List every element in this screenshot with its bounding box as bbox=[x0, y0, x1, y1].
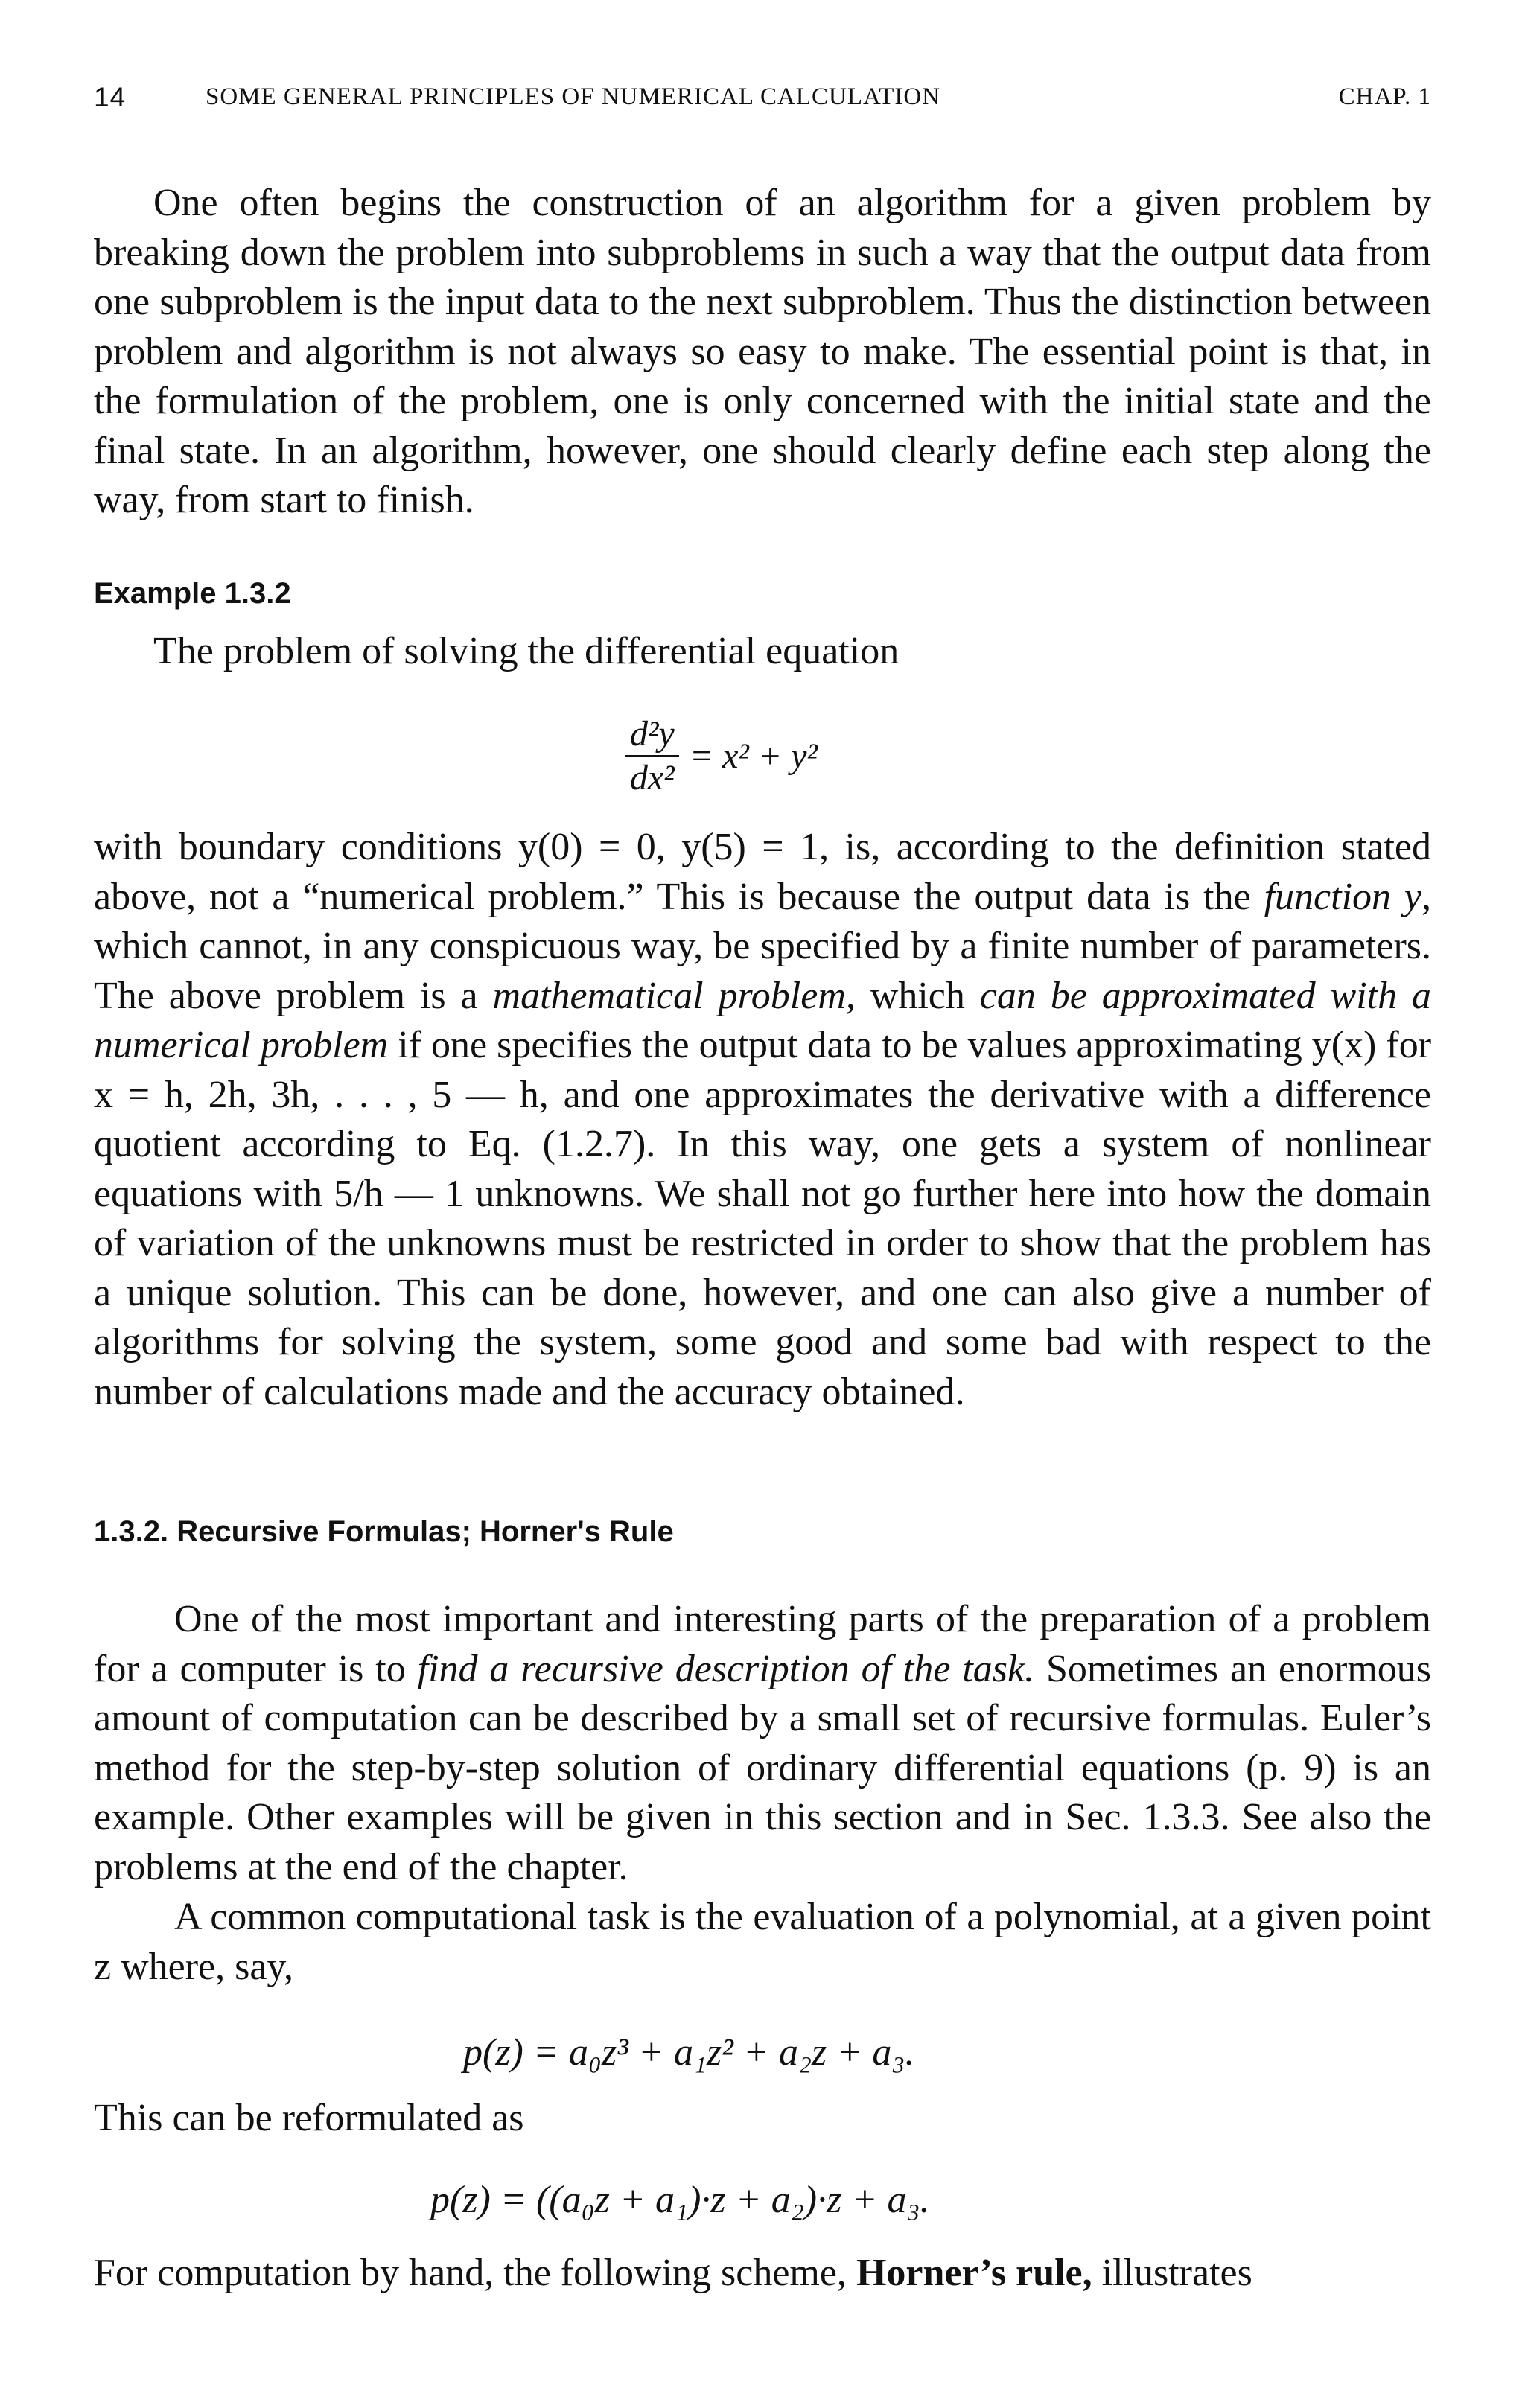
intro-paragraph: One often begins the construction of an algorithm for a given problem by breaking down the problem into subproblems in such a way that the output data from one subproblem is the input data to the next subproblem. Thus the distinction between problem and algorithm is not always so easy to make. The essential point is that, in the formulation of the problem, one is only concerned with the initial state and the final state. In an algorithm, however, one should clearly define each step along the way, from start to finish. bbox=[94, 182, 1431, 521]
example-body bbox=[94, 823, 1431, 1417]
equation-rhs: = x² + y² bbox=[689, 736, 818, 776]
horner-paragraph bbox=[94, 2249, 1431, 2299]
differential-equation bbox=[625, 715, 818, 797]
reformulated-line: This can be reformulated as bbox=[94, 2097, 524, 2139]
example-body-part: , which cannot, in any conspicuous way, be specified by a finite number of parameters. The above problem is a bbox=[94, 875, 1431, 1017]
fraction-numerator: d²y bbox=[625, 715, 679, 757]
horner-rule-term: Horner’s rule, bbox=[856, 2252, 1092, 2294]
recursive-paragraph-italic: find a recursive description of the task. bbox=[417, 1647, 1035, 1690]
example-intro: The problem of solving the differential equation bbox=[153, 630, 900, 672]
example-body-part: which bbox=[855, 974, 980, 1017]
example-body-part: with boundary conditions y(0) = 0, y(5) = 1, is, according to the definition stated above, not a “numerical problem.” This is because the output data is the bbox=[94, 826, 1431, 918]
polynomial-equation: p(z) = a₀z³ + a₁z² + a₂z + a₃. bbox=[463, 2031, 915, 2074]
recursive-paragraph-part: Sometimes an enormous amount of computation can be described by a small set of recursive formulas. Euler’s method for the step-by-step solution of ordinary differential equations (p. 9) is an example. Other examples will be given in this section and in Sec. 1.3.3. See also the problems at the end of the chapter. bbox=[94, 1647, 1432, 1888]
nested-polynomial-equation: p(z) = ((a₀z + a₁)·z + a₂)·z + a₃. bbox=[430, 2179, 930, 2221]
running-title: SOME GENERAL PRINCIPLES OF NUMERICAL CALCULATION bbox=[206, 83, 941, 110]
recursive-paragraph bbox=[94, 1595, 1431, 1892]
horner-paragraph-part: illustrates bbox=[1092, 2252, 1252, 2294]
example-heading: Example 1.3.2 bbox=[94, 577, 291, 610]
example-body-italic: function y bbox=[1264, 875, 1421, 918]
section-heading: 1.3.2. Recursive Formulas; Horner's Rule bbox=[94, 1515, 674, 1548]
fraction-denominator: dx² bbox=[630, 758, 675, 797]
horner-paragraph-part: For computation by hand, the following scheme, bbox=[94, 2252, 856, 2294]
chapter-label: CHAP. 1 bbox=[1338, 83, 1431, 110]
page-number: 14 bbox=[94, 82, 127, 112]
polynomial-paragraph: A common computational task is the evaluation of a polynomial, at a given point z where, say, bbox=[94, 1896, 1431, 1988]
derivative-fraction bbox=[625, 715, 679, 797]
running-head bbox=[94, 82, 1431, 119]
example-body-part: if one specifies the output data to be values approximating y(x) for x = h, 2h, 3h, . . . , 5 — h, and one approximates the derivative with a difference quotient according to Eq. (1.2.7). In this way, one gets a system of nonlinear equations with 5/h — 1 unknowns. We shall not go further here into how the domain of variation of the unknowns must be restricted in order to show that the problem has a unique solution. This can be done, however, and one can also give a number of algorithms for solving the system, some good and some bad with respect to the number of calculations made and the accuracy obtained. bbox=[94, 1024, 1432, 1413]
example-body-italic: can be approximated with a numerical problem bbox=[94, 974, 1431, 1066]
example-body-italic: mathematical problem, bbox=[492, 974, 856, 1017]
recursive-paragraph-part: One of the most important and interesting parts of the preparation of a problem for a computer is to bbox=[94, 1598, 1431, 1690]
